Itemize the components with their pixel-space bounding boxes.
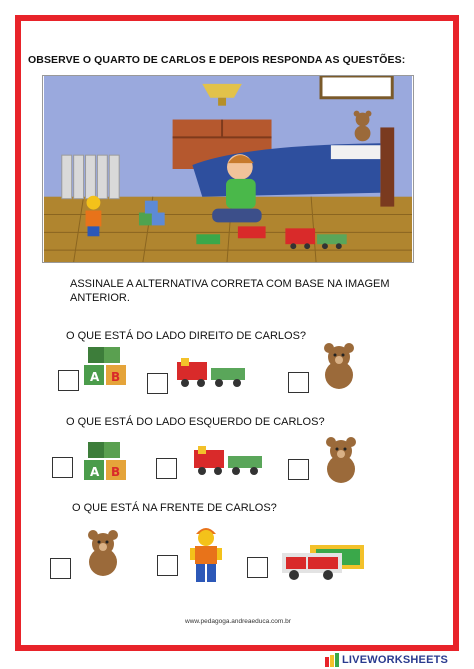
brand-name: LIVEWORKSHEETS	[342, 654, 449, 666]
question-3-option-1-checkbox[interactable]	[50, 558, 71, 579]
svg-text:A: A	[90, 465, 100, 479]
svg-text:B: B	[111, 370, 121, 384]
teddy-bear-icon	[318, 343, 360, 391]
teddy-bear-icon	[82, 530, 124, 578]
question-1-option-3-checkbox[interactable]	[288, 372, 309, 393]
blocks-icon	[82, 345, 128, 389]
train-icon	[192, 444, 264, 476]
question-2-option-1-checkbox[interactable]	[52, 457, 73, 478]
svg-text:A: A	[90, 370, 100, 384]
worksheet-title: OBSERVE O QUARTO DE CARLOS E DEPOIS RESPONDA AS QUESTÕES:	[28, 54, 406, 66]
question-1-text: O QUE ESTÁ DO LADO DIREITO DE CARLOS?	[66, 330, 307, 342]
bedroom-scene-image	[42, 75, 414, 263]
teddy-bear-icon	[320, 437, 362, 485]
question-3-option-3-checkbox[interactable]	[247, 557, 268, 578]
truck-icon	[280, 545, 364, 581]
question-2-text: O QUE ESTÁ DO LADO ESQUERDO DE CARLOS?	[66, 416, 325, 428]
liveworksheets-icon	[325, 653, 339, 667]
lego-figure-icon	[188, 524, 224, 584]
train-icon	[175, 356, 247, 388]
question-3-text: O QUE ESTÁ NA FRENTE DE CARLOS?	[72, 502, 277, 514]
question-2-option-3-checkbox[interactable]	[288, 459, 309, 480]
question-3-option-2-checkbox[interactable]	[157, 555, 178, 576]
svg-text:B: B	[111, 465, 121, 479]
question-2-option-2-checkbox[interactable]	[156, 458, 177, 479]
footer-url: www.pedagoga.andreaeduca.com.br	[185, 618, 291, 625]
question-1-option-1-checkbox[interactable]	[58, 370, 79, 391]
liveworksheets-logo	[325, 652, 448, 668]
question-1-option-2-checkbox[interactable]	[147, 373, 168, 394]
instruction-text: ASSINALE A ALTERNATIVA CORRETA COM BASE NA IMAGEM ANTERIOR.	[70, 278, 390, 304]
blocks-icon	[82, 440, 128, 484]
